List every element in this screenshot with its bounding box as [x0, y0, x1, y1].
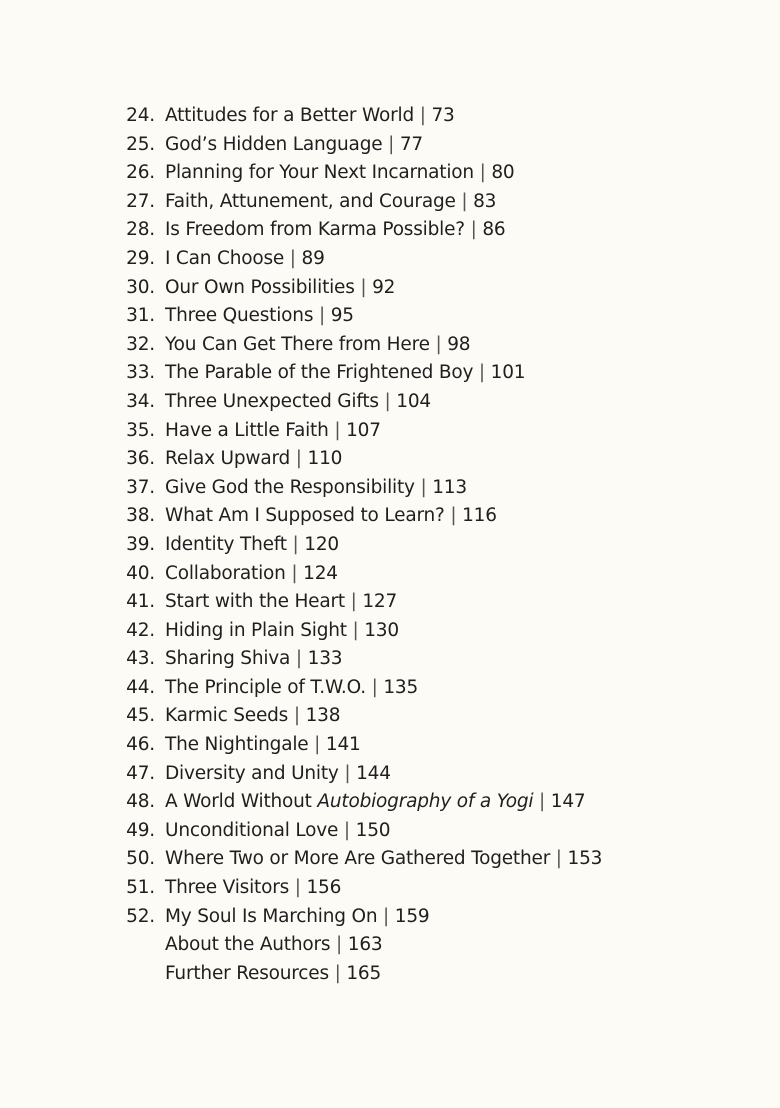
toc-entry [0, 588, 780, 617]
toc-separator: | [450, 505, 457, 527]
toc-entry [0, 159, 780, 188]
toc-entry-page: 80 [491, 162, 515, 184]
toc-entry-title-text: Give God the Responsibility [165, 476, 415, 498]
toc-separator: | [470, 219, 477, 241]
toc-entry [0, 388, 780, 417]
toc-entry-page: 86 [482, 219, 506, 241]
toc-entry [0, 188, 780, 217]
toc-entry-number: 42. [126, 619, 155, 641]
toc-entry-page: 101 [490, 362, 526, 384]
toc-entry-page: 98 [447, 333, 471, 355]
toc-entry-title [165, 702, 340, 731]
toc-entry [0, 674, 780, 703]
toc-entry-title [165, 788, 586, 817]
toc-entry-title [165, 102, 455, 131]
toc-entry-title-text: Hiding in Plain Sight [165, 619, 347, 641]
toc-entry-page: 165 [346, 962, 382, 984]
toc-separator: | [344, 762, 351, 784]
toc-entry-title-text: Collaboration [165, 562, 286, 584]
toc-entry-page: 163 [347, 934, 383, 956]
toc-entry-page: 135 [383, 676, 419, 698]
toc-entry-title-text: You Can Get There from Here [165, 333, 430, 355]
toc-entry-number: 44. [126, 676, 155, 698]
toc-entry-title-text: A World Without [165, 791, 318, 813]
toc-entry-title [165, 131, 423, 160]
toc-entry-number: 30. [126, 276, 155, 298]
toc-entry-title [165, 845, 602, 874]
toc-entry-title-text: Planning for Your Next Incarnation [165, 162, 474, 184]
toc-entry-title-text: Unconditional Love [165, 819, 339, 841]
toc-entry-number: 26. [126, 162, 155, 184]
toc-separator: | [461, 190, 468, 212]
toc-entry-title [165, 445, 342, 474]
toc-entry-title [165, 588, 397, 617]
toc-entry [0, 845, 780, 874]
toc-entry-title-text: The Parable of the Frightened Boy [165, 362, 474, 384]
toc-entry-page: 147 [550, 791, 586, 813]
toc-entry-title-text: Three Questions [165, 305, 314, 327]
toc-entry-page: 133 [307, 648, 343, 670]
toc-entry-page: 77 [399, 133, 423, 155]
toc-entry-title [165, 502, 497, 531]
toc-separator: | [289, 247, 296, 269]
toc-entry-number: 43. [126, 648, 155, 670]
toc-entry [0, 417, 780, 446]
toc-entry-number: 25. [126, 133, 155, 155]
toc-entry-title-text: The Principle of T.W.O. [165, 676, 366, 698]
toc-entry [0, 274, 780, 303]
toc-entry [0, 531, 780, 560]
toc-entry-title-text: Diversity and Unity [165, 762, 339, 784]
toc-entry-number: 50. [126, 848, 155, 870]
toc-entry-page: 124 [303, 562, 338, 584]
toc-entry-page: 89 [301, 247, 325, 269]
toc-entry-title [165, 874, 341, 903]
toc-entry-page: 116 [462, 505, 497, 527]
toc-entry-number: 29. [126, 247, 155, 269]
toc-entry [0, 931, 780, 960]
toc-entry-page: 107 [346, 419, 381, 441]
toc-separator: | [291, 562, 298, 584]
toc-entry [0, 102, 780, 131]
toc-separator: | [384, 390, 391, 412]
toc-entry-number: 40. [126, 562, 155, 584]
toc-entry-title [165, 216, 505, 245]
toc-entry-title [165, 731, 361, 760]
toc-entry-title-text: Karmic Seeds [165, 705, 289, 727]
toc-entry-number: 51. [126, 877, 155, 899]
toc-entry [0, 445, 780, 474]
toc-entry-title [165, 274, 395, 303]
toc-entry-page: 104 [396, 390, 431, 412]
toc-separator: | [336, 934, 343, 956]
toc-entry [0, 960, 780, 989]
toc-entry-title-text: Identity Theft [165, 533, 287, 555]
toc-entry-number: 31. [126, 305, 155, 327]
toc-separator: | [292, 533, 299, 555]
toc-separator: | [334, 419, 341, 441]
toc-entry [0, 216, 780, 245]
toc-entry-page: 130 [364, 619, 399, 641]
toc-separator: | [318, 305, 325, 327]
toc-separator: | [295, 648, 302, 670]
toc-entry-title [165, 960, 381, 989]
toc-entry-page: 127 [362, 591, 398, 613]
toc-entry [0, 131, 780, 160]
toc-separator: | [294, 877, 301, 899]
toc-entry-title [165, 760, 391, 789]
toc-entry-title-italic: Autobiography of a Yogi [317, 791, 534, 813]
toc-entry-title [165, 388, 431, 417]
toc-entry-title-text: Further Resources [165, 962, 329, 984]
toc-entry-title-text: Our Own Possibilities [165, 276, 355, 298]
toc-separator: | [555, 848, 562, 870]
toc-entry [0, 817, 780, 846]
toc-entry-number: 32. [126, 333, 155, 355]
toc-entry-number: 52. [126, 905, 155, 927]
toc-separator: | [371, 676, 378, 698]
toc-entry-title [165, 302, 354, 331]
toc-entry-title-text: Sharing Shiva [165, 648, 291, 670]
toc-entry [0, 245, 780, 274]
toc-entry-title-text: Faith, Attunement, and Courage [165, 190, 456, 212]
toc-entry-page: 156 [306, 877, 342, 899]
toc-entry-number: 28. [126, 219, 155, 241]
toc-entry-number: 27. [126, 190, 155, 212]
toc-entry-number: 47. [126, 762, 155, 784]
toc-separator: | [478, 362, 485, 384]
toc-separator: | [388, 133, 395, 155]
toc-separator: | [314, 734, 321, 756]
toc-entry [0, 874, 780, 903]
toc-entry-title-text: I Can Choose [165, 247, 285, 269]
toc-entry-number: 34. [126, 390, 155, 412]
toc-entry-page: 83 [473, 190, 497, 212]
toc-entry-title [165, 331, 470, 360]
toc-separator: | [420, 476, 427, 498]
toc-separator: | [360, 276, 367, 298]
toc-entry-title-text: The Nightingale [165, 734, 309, 756]
toc-entry [0, 731, 780, 760]
toc-entry [0, 645, 780, 674]
toc-entry [0, 302, 780, 331]
toc-entry-title [165, 817, 390, 846]
toc-entry [0, 760, 780, 789]
toc-entry [0, 474, 780, 503]
toc-entry-title [165, 617, 399, 646]
toc-separator: | [343, 819, 350, 841]
toc-entry-title-text: Have a Little Faith [165, 419, 329, 441]
toc-entry-title-text: Relax Upward [165, 448, 291, 470]
toc-separator: | [295, 448, 302, 470]
toc-entry-title-text: Where Two or More Are Gathered Together [165, 848, 551, 870]
toc-separator: | [352, 619, 359, 641]
toc-entry-title [165, 531, 339, 560]
toc-entry-page: 141 [325, 734, 361, 756]
toc-entry [0, 702, 780, 731]
toc-entry-page: 113 [432, 476, 467, 498]
toc-entry-number: 36. [126, 448, 155, 470]
toc-entry-page: 150 [355, 819, 391, 841]
toc-entry [0, 359, 780, 388]
toc-entry-title [165, 931, 382, 960]
toc-separator: | [539, 791, 546, 813]
toc-entry-title [165, 245, 325, 274]
toc-entry-number: 38. [126, 505, 155, 527]
toc-entry-page: 95 [330, 305, 354, 327]
toc-entry [0, 560, 780, 589]
toc-entry [0, 331, 780, 360]
toc-entry-number: 48. [126, 791, 155, 813]
toc-entry-page: 138 [305, 705, 341, 727]
toc-entry-number: 41. [126, 591, 155, 613]
toc-entry-page: 110 [307, 448, 343, 470]
toc-entry-number: 33. [126, 362, 155, 384]
toc-entry [0, 903, 780, 932]
toc-entry-title-text: Is Freedom from Karma Possible? [165, 219, 465, 241]
toc-entry-title [165, 359, 525, 388]
toc-entry-title-text: My Soul Is Marching On [165, 905, 378, 927]
toc-separator: | [293, 705, 300, 727]
toc-separator: | [479, 162, 486, 184]
toc-entry-page: 159 [394, 905, 430, 927]
toc-entry-title [165, 474, 467, 503]
toc-separator: | [350, 591, 357, 613]
toc-entry-title-text: Three Unexpected Gifts [165, 390, 379, 412]
toc-entry-title-text: About the Authors [165, 934, 331, 956]
toc-entry [0, 788, 780, 817]
toc-entry-number: 24. [126, 105, 155, 126]
toc-entry-number: 37. [126, 476, 155, 498]
toc-entry-number: 49. [126, 819, 155, 841]
toc-entry-page: 73 [431, 105, 455, 126]
toc-entry-title [165, 159, 514, 188]
toc-entry-page: 153 [567, 848, 603, 870]
toc-entry-number: 35. [126, 419, 155, 441]
toc-entry-page: 92 [372, 276, 396, 298]
toc-entry-title [165, 674, 418, 703]
toc-entry-page: 144 [356, 762, 391, 784]
toc-separator: | [435, 333, 442, 355]
toc-entry-title [165, 188, 496, 217]
toc-separator: | [419, 105, 426, 126]
toc-entry-title [165, 560, 338, 589]
toc-entry [0, 617, 780, 646]
toc-entry-title [165, 903, 429, 932]
toc-entry [0, 502, 780, 531]
toc-entry-number: 46. [126, 734, 155, 756]
toc-separator: | [334, 962, 341, 984]
toc-entry-title-text: Attitudes for a Better World [165, 105, 415, 126]
toc-entry-number: 45. [126, 705, 155, 727]
toc-entry-number: 39. [126, 533, 155, 555]
toc-separator: | [383, 905, 390, 927]
toc-entry-title-text: Start with the Heart [165, 591, 345, 613]
table-of-contents [0, 102, 780, 988]
toc-entry-title [165, 645, 342, 674]
toc-entry-title-text: God’s Hidden Language [165, 133, 383, 155]
toc-entry-title [165, 417, 381, 446]
toc-entry-title-text: What Am I Supposed to Learn? [165, 505, 445, 527]
toc-entry-page: 120 [304, 533, 339, 555]
toc-entry-title-text: Three Visitors [165, 877, 290, 899]
